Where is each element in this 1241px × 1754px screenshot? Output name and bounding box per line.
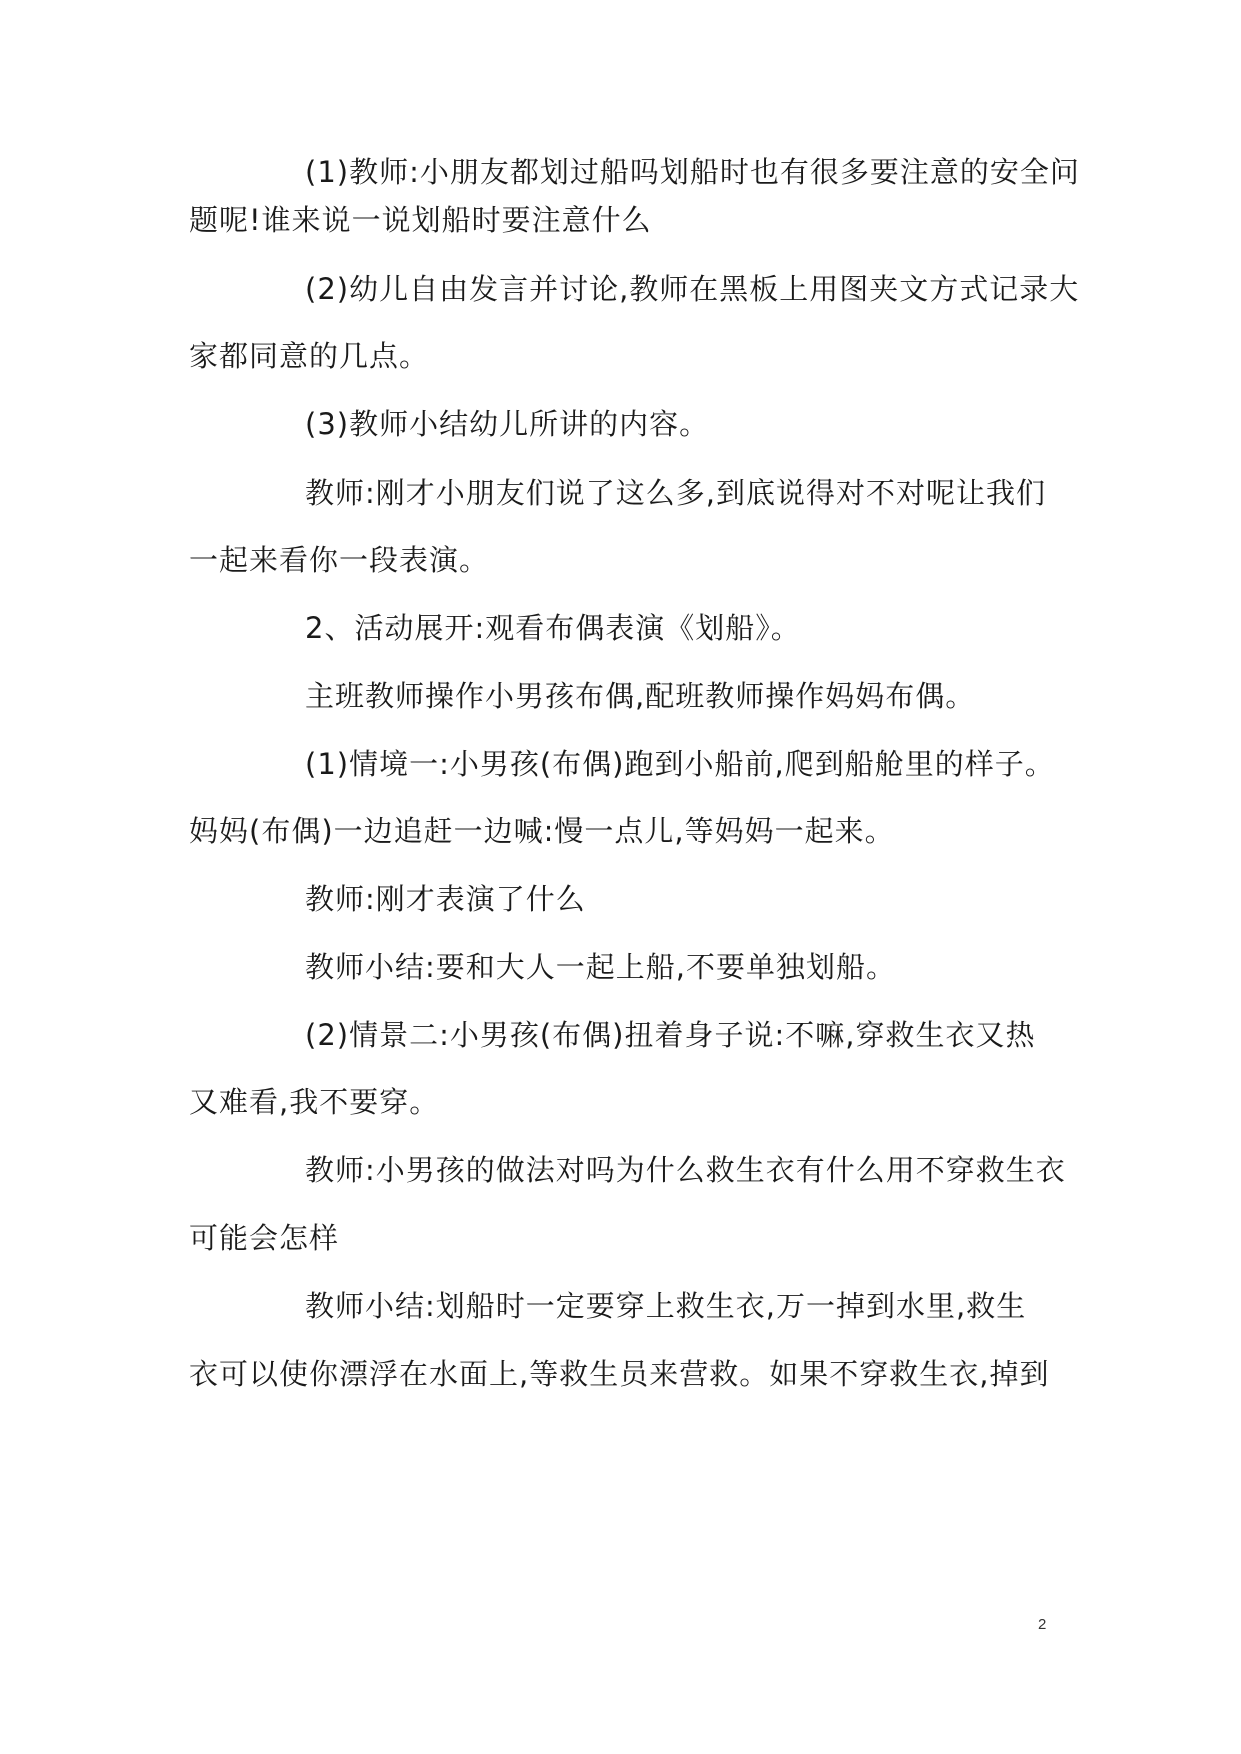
paragraph-line: 主班教师操作小男孩布偶,配班教师操作妈妈布偶。 xyxy=(305,679,976,713)
paragraph-line: (2)幼儿自由发言并讨论,教师在黑板上用图夹文方式记录大 xyxy=(305,272,1080,306)
paragraph-line: 教师小结:划船时一定要穿上救生衣,万一掉到水里,救生 xyxy=(305,1289,1027,1323)
paragraph-line: 题呢!谁来说一说划船时要注意什么 xyxy=(189,203,652,237)
paragraph-line: 妈妈(布偶)一边追赶一边喊:慢一点儿,等妈妈一起来。 xyxy=(189,814,895,848)
paragraph-line: (1)教师:小朋友都划过船吗划船时也有很多要注意的安全问 xyxy=(305,155,1080,189)
paragraph-line: 教师小结:要和大人一起上船,不要单独划船。 xyxy=(305,950,896,984)
paragraph-line: (2)情景二:小男孩(布偶)扭着身子说:不嘛,穿救生衣又热 xyxy=(305,1018,1036,1052)
page-number: 2 xyxy=(1038,1616,1047,1633)
paragraph-line: (3)教师小结幼儿所讲的内容。 xyxy=(305,407,710,441)
paragraph-line: 2、活动展开:观看布偶表演《划船》。 xyxy=(305,611,801,645)
paragraph-line: 教师:刚才表演了什么 xyxy=(305,882,586,916)
paragraph-line: 衣可以使你漂浮在水面上,等救生员来营救。如果不穿救生衣,掉到 xyxy=(189,1357,1050,1391)
paragraph-line: (1)情境一:小男孩(布偶)跑到小船前,爬到船舱里的样子。 xyxy=(305,747,1055,781)
paragraph-line: 教师:刚才小朋友们说了这么多,到底说得对不对呢让我们 xyxy=(305,476,1046,510)
paragraph-line: 教师:小男孩的做法对吗为什么救生衣有什么用不穿救生衣 xyxy=(305,1153,1066,1187)
paragraph-line: 一起来看你一段表演。 xyxy=(189,543,490,577)
paragraph-line: 又难看,我不要穿。 xyxy=(189,1085,440,1119)
paragraph-line: 家都同意的几点。 xyxy=(189,339,430,373)
paragraph-line: 可能会怎样 xyxy=(189,1221,340,1255)
